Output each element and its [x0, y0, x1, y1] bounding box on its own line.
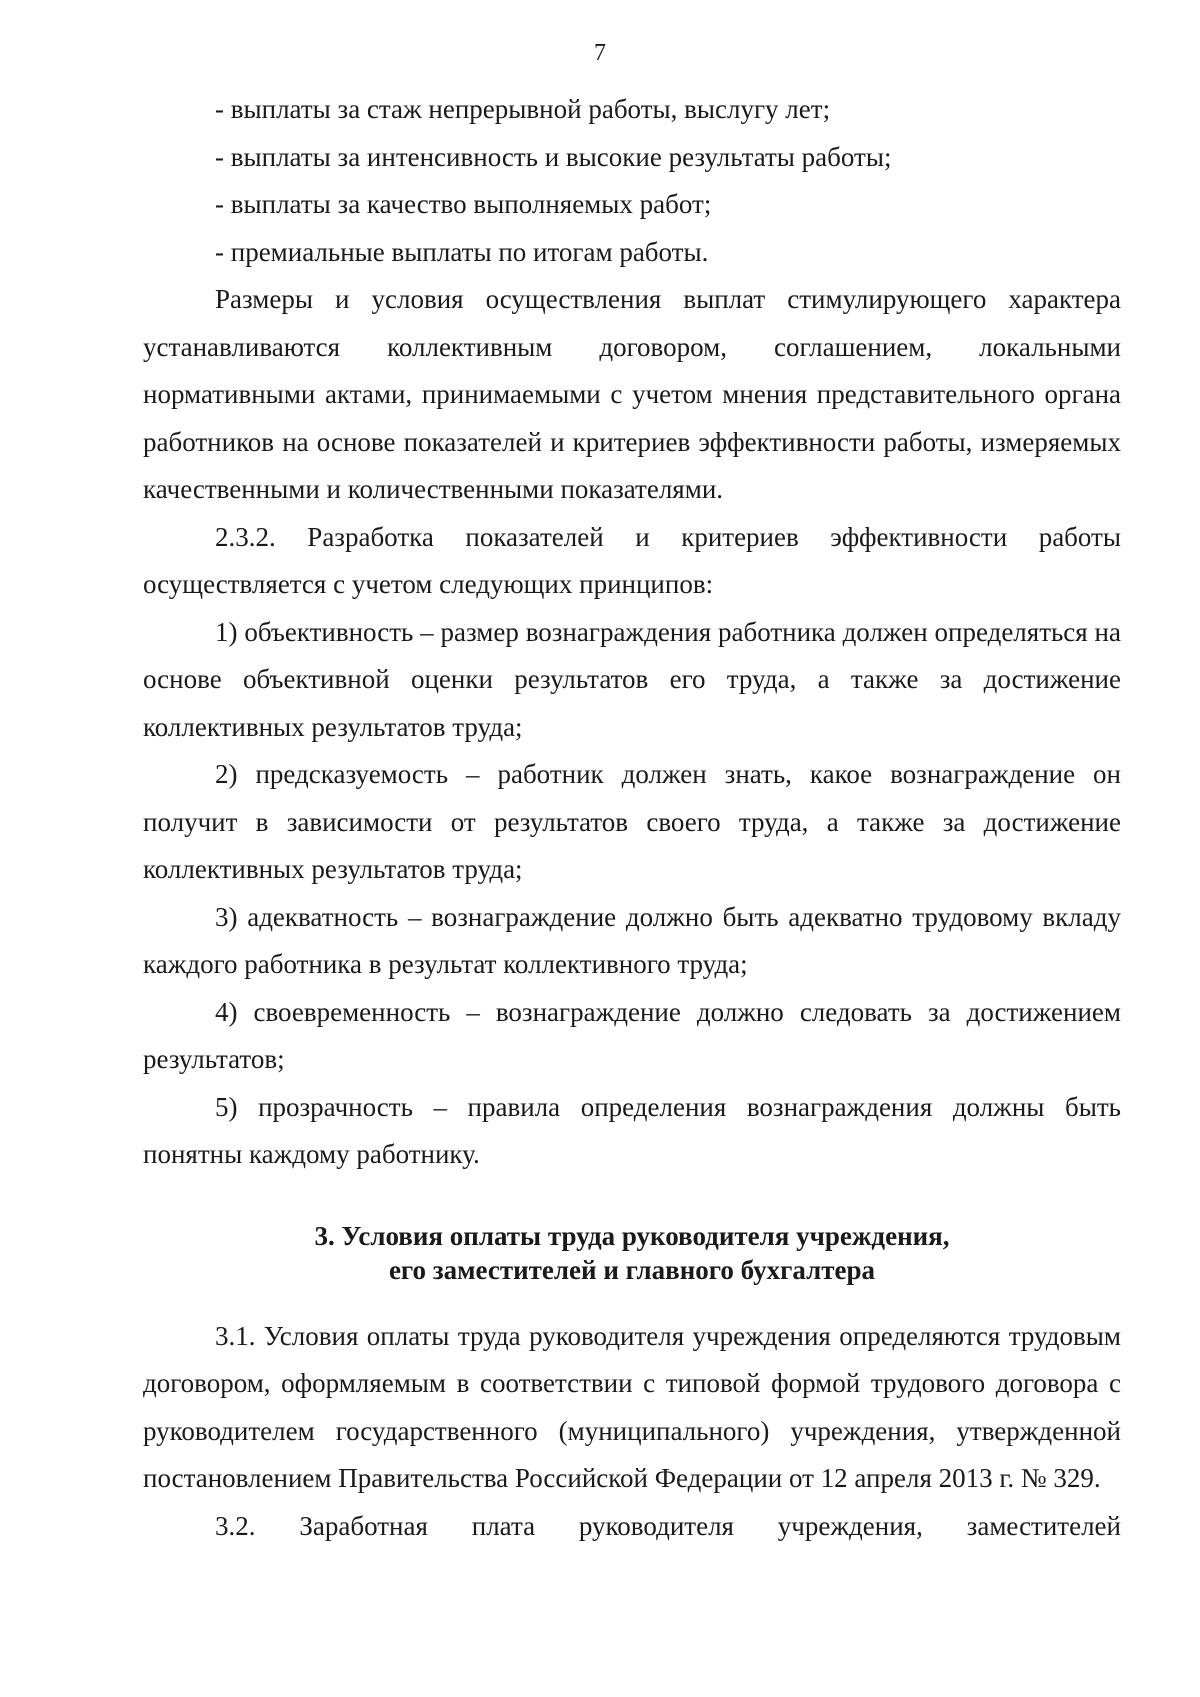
section-3-heading-line1: 3. Условия оплаты труда руководителя учреждения,: [314, 1220, 950, 1251]
principle-item-adequacy: 3) адекватность – вознаграждение должно быть адекватно трудовому вкладу каждого работника в результат коллективного труда;: [143, 901, 1121, 979]
bullet-item: - выплаты за стаж непрерывной работы, выслугу лет;: [215, 94, 831, 124]
paragraph-3-1: 3.1. Условия оплаты труда руководителя учреждения определяются трудовым договором, оформляемым в соответствии с типовой формой трудового договора с руководителем государственного (муниципального) учреждения, утвержденной постановлением Правительства Российской Федерации от 12 апреля 2013 г. № 329.: [143, 1320, 1121, 1493]
principle-item-timeliness: 4) своевременность – вознаграждение должно следовать за достижением результатов;: [143, 996, 1121, 1074]
paragraph-3-2: 3.2. Заработная плата руководителя учреждения, заместителей: [215, 1510, 1121, 1541]
page-number: 7: [594, 40, 606, 66]
bullet-item: - выплаты за качество выполняемых работ;: [215, 189, 712, 219]
document-body: [143, 86, 1121, 1550]
principle-item-objectivity: 1) объективность – размер вознаграждения работника должен определяться на основе объективной оценки результатов его труда, а также за достижение коллективных результатов труда;: [143, 616, 1121, 742]
bullet-item: - премиальные выплаты по итогам работы.: [215, 236, 709, 267]
section-3-heading-line2: его заместителей и главного бухгалтера: [388, 1254, 876, 1285]
principle-item-predictability: 2) предсказуемость – работник должен знать, какое вознаграждение он получит в зависимости от результатов своего труда, а также за достижение коллективных результатов труда;: [143, 759, 1121, 884]
paragraph-stimulating-payments: Размеры и условия осуществления выплат стимулирующего характера устанавливаются коллективным договором, соглашением, локальными нормативными актами, принимаемыми с учетом мнения представительного органа работников на основе показателей и критериев эффективности работы, измеряемых качественными и количественными показателями.: [143, 284, 1121, 504]
bullet-item: - выплаты за интенсивность и высокие результаты работы;: [215, 141, 892, 172]
principle-item-transparency: 5) прозрачность – правила определения вознаграждения должны быть понятны каждому работнику.: [143, 1091, 1121, 1169]
section-3-heading: [143, 1219, 1121, 1287]
paragraph-2-3-2: 2.3.2. Разработка показателей и критериев эффективности работы осуществляется с учетом следующих принципов:: [143, 521, 1121, 599]
